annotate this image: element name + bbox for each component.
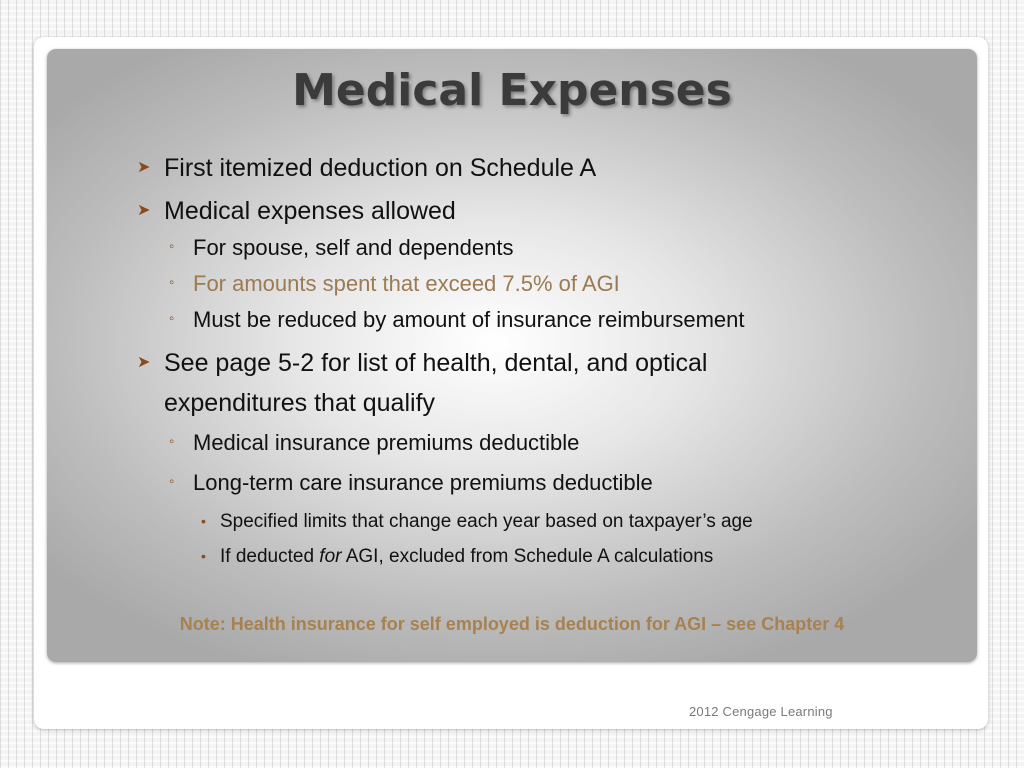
bullet-continuation — [164, 383, 435, 423]
arrowhead-bullet-icon: ➤ — [137, 202, 151, 219]
content-panel — [47, 49, 977, 662]
bullet-item — [137, 148, 597, 188]
ring-bullet-icon: ◦ — [169, 238, 175, 255]
sub-bullet-text: Medical insurance premiums deductible — [193, 430, 580, 455]
arrowhead-bullet-icon: ➤ — [137, 354, 151, 371]
bullet-text-line1: See page 5-2 for list of health, dental, and optical — [164, 349, 708, 377]
ring-bullet-icon: ◦ — [169, 433, 175, 450]
bullet-text: First itemized deduction on Schedule A — [164, 154, 597, 182]
sub-sub-bullet-item — [201, 540, 714, 574]
bullet-item — [137, 191, 456, 231]
sub-sub-bullet-text: Specified limits that change each year based on taxpayer’s age — [220, 511, 753, 532]
sub-bullet-item — [169, 302, 745, 338]
sub-sub-bullet-emphasis: for — [319, 546, 342, 567]
ring-bullet-icon: ◦ — [169, 473, 175, 490]
sub-bullet-text: For spouse, self and dependents — [193, 235, 514, 260]
ring-bullet-icon: ◦ — [169, 310, 175, 327]
sub-bullet-item — [169, 465, 653, 501]
sub-bullet-text: Long-term care insurance premiums deductible — [193, 470, 653, 495]
bullet-text: Medical expenses allowed — [164, 197, 456, 225]
dot-bullet-icon: • — [201, 513, 206, 529]
note-text: Note: Health insurance for self employed is deduction for AGI – see Chapter 4 — [179, 614, 845, 634]
sub-bullet-text-highlighted: For amounts spent that exceed 7.5% of AGI — [193, 271, 620, 296]
slide-title: Medical Expenses — [292, 65, 732, 116]
dot-bullet-icon: • — [201, 548, 206, 564]
sub-bullet-text: Must be reduced by amount of insurance reimbursement — [193, 307, 745, 332]
sub-sub-bullet-suffix: AGI, excluded from Schedule A calculations — [341, 546, 714, 567]
sub-bullet-item — [169, 425, 580, 461]
bullet-item — [137, 343, 708, 383]
ring-bullet-icon: ◦ — [169, 274, 175, 291]
sub-sub-bullet-prefix: If deducted — [220, 546, 320, 567]
arrowhead-bullet-icon: ➤ — [137, 159, 151, 176]
footer-copyright: 2012 Cengage Learning — [689, 704, 833, 719]
sub-bullet-item — [169, 266, 620, 302]
bullet-text-line2: expenditures that qualify — [164, 389, 436, 417]
sub-bullet-item — [169, 230, 514, 266]
sub-sub-bullet-item — [201, 505, 753, 539]
